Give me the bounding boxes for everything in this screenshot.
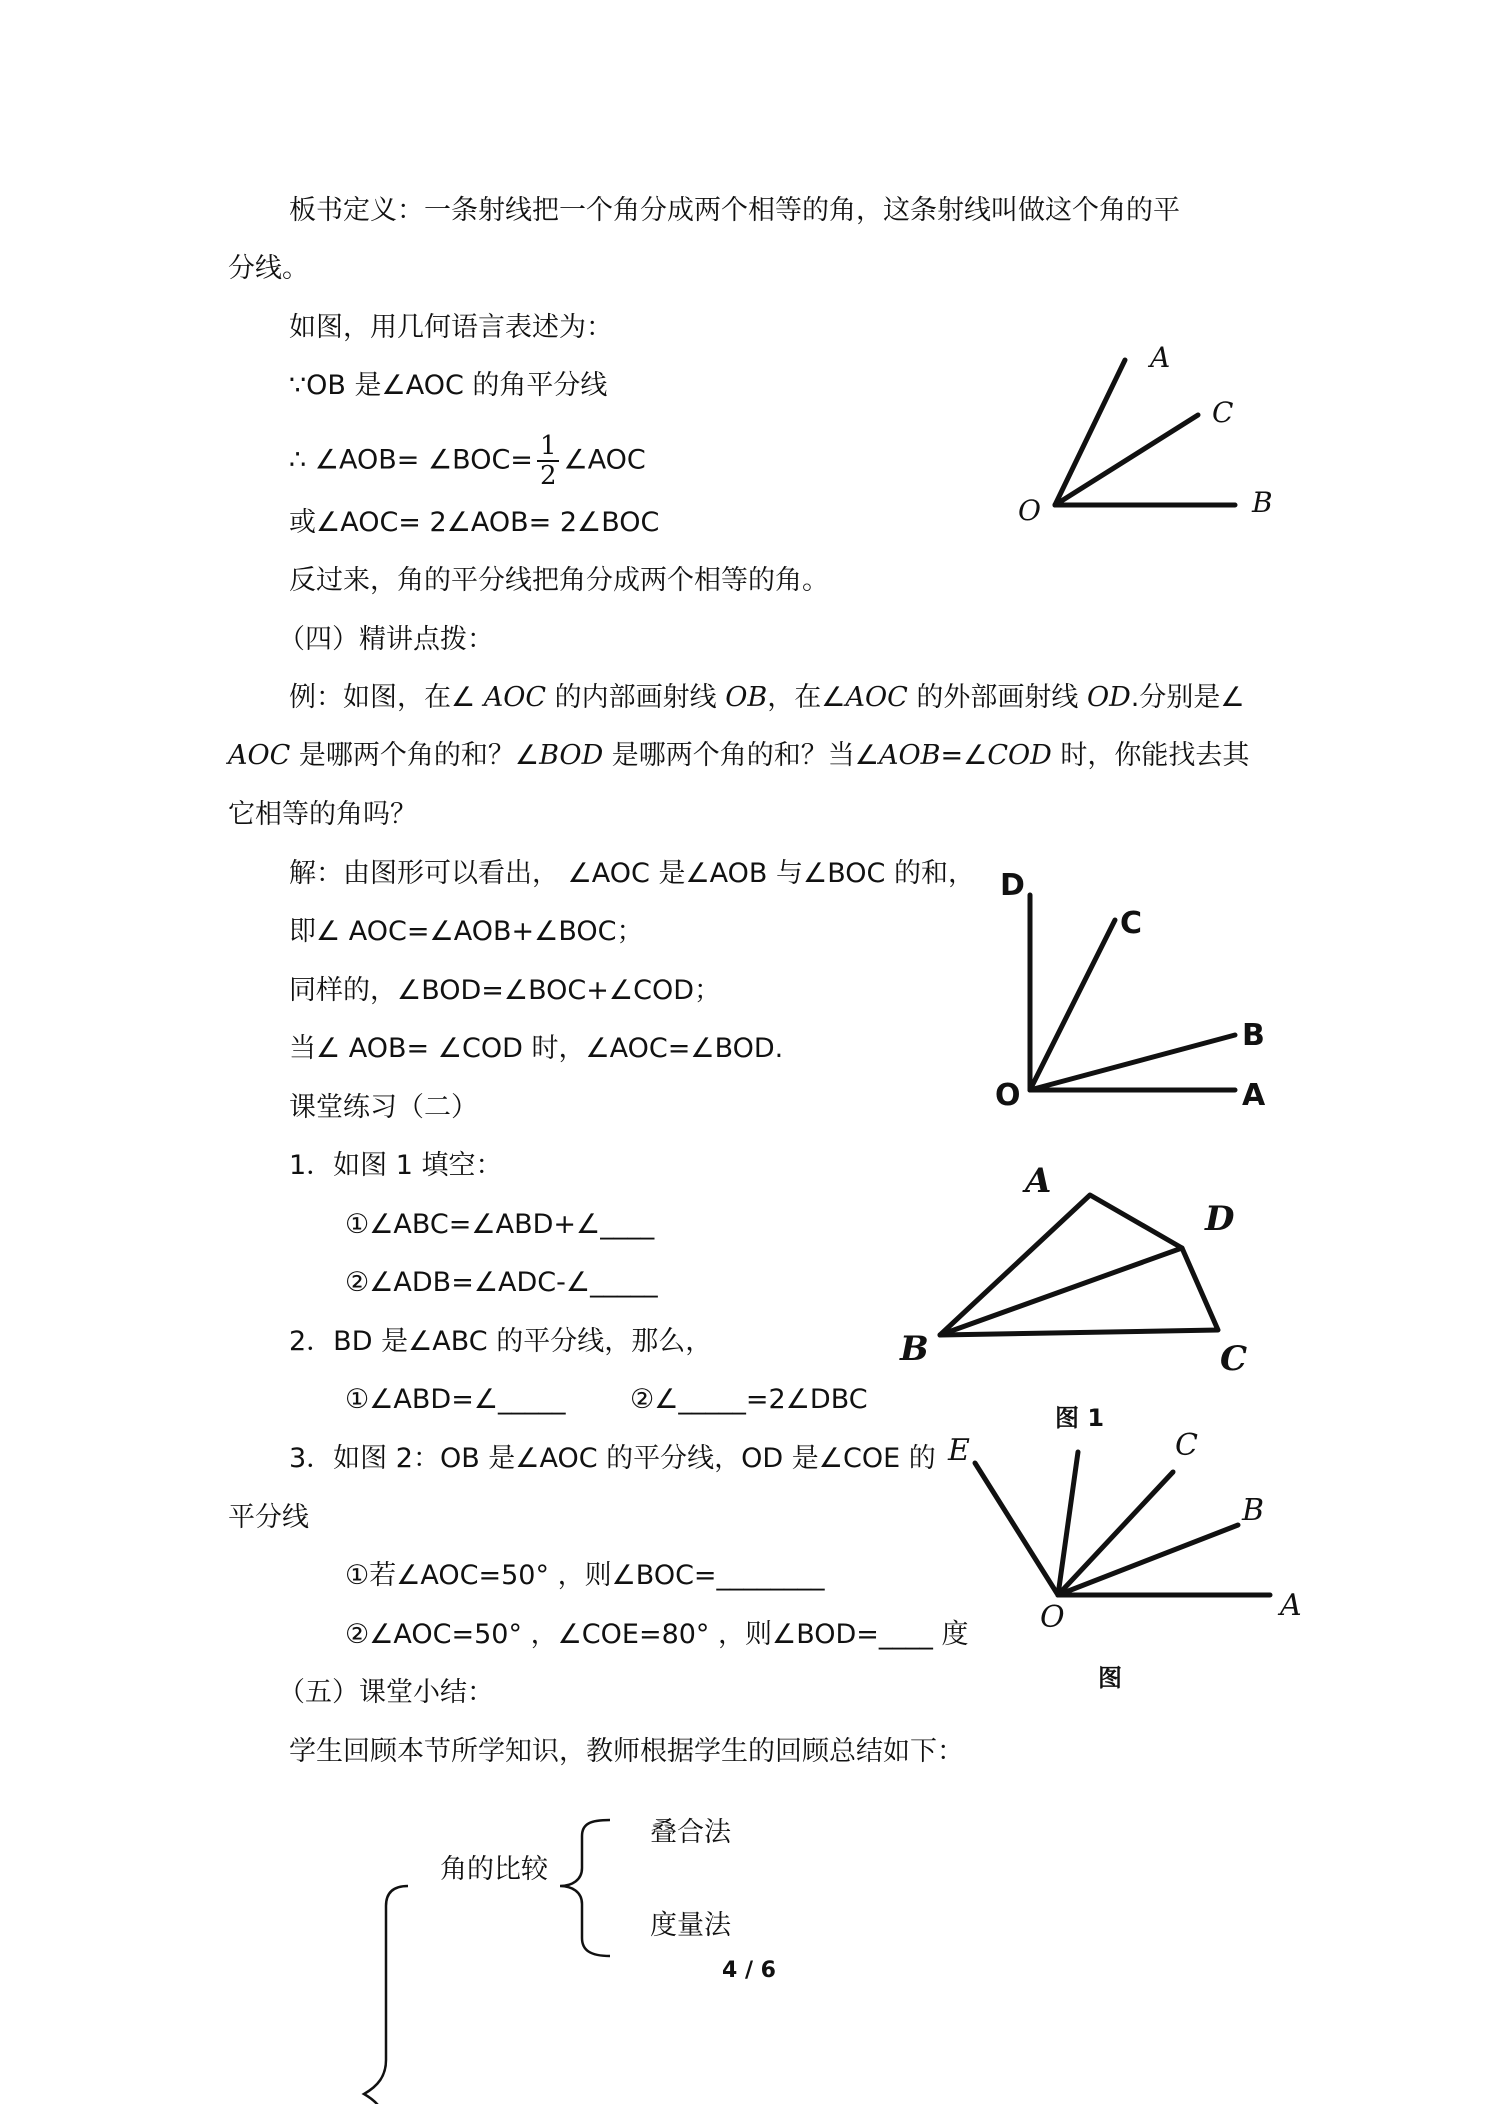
solution-line-4: 当∠ AOB= ∠COD 时，∠AOC=∠BOD. — [289, 1033, 784, 1064]
ray-ob — [1058, 1525, 1238, 1595]
therefore-line — [289, 432, 646, 490]
mindmap-leaf-measure: 度量法 — [650, 1910, 731, 1941]
label-c: C — [1120, 906, 1143, 941]
or-line: 或∠AOC= 2∠AOB= 2∠BOC — [289, 507, 660, 538]
fraction-one-half — [537, 432, 560, 490]
ray-oe — [975, 1463, 1058, 1595]
label-c: C — [1212, 396, 1234, 429]
practice-title: 课堂练习（二） — [289, 1092, 478, 1123]
label-c: C — [1175, 1428, 1198, 1463]
practice-q2a: ①∠ABD=∠_____ — [345, 1384, 566, 1415]
label-b: B — [900, 1329, 929, 1369]
practice-q3-line-1: 3．如图 2：OB 是∠AOC 的平分线，OD 是∠COE 的 — [289, 1443, 936, 1474]
mindmap-branch: 角的比较 — [440, 1854, 548, 1885]
quad-outline — [940, 1195, 1218, 1335]
definition-line-2: 分线。 — [228, 253, 309, 284]
because-line: ∵OB 是∠AOC 的角平分线 — [289, 370, 608, 401]
converse-line: 反过来，角的平分线把角分成两个相等的角。 — [289, 565, 829, 596]
practice-q1b: ②∠ADB=∠ADC-∠_____ — [345, 1267, 658, 1298]
label-a: A — [1025, 1161, 1052, 1201]
example-line-3: 它相等的角吗？ — [228, 799, 417, 830]
geometry-intro: 如图，用几何语言表述为： — [289, 312, 613, 343]
figure-2-caption: 图 — [1098, 1664, 1122, 1692]
label-a: A — [1280, 1588, 1302, 1623]
practice-q3a: ①若∠AOC=50° ，则∠BOC=________ — [345, 1560, 825, 1591]
label-d: D — [1000, 868, 1025, 903]
section-5-title: （五）课堂小结： — [278, 1677, 494, 1708]
segment-bd — [940, 1248, 1182, 1335]
section-4-title: （四）精讲点拨： — [278, 624, 494, 655]
summary-line: 学生回顾本节所学知识，教师根据学生的回顾总结如下： — [289, 1736, 964, 1767]
practice-q3-line-2: 平分线 — [228, 1502, 309, 1533]
mindmap-leaf-overlap: 叠合法 — [650, 1817, 731, 1848]
label-c: C — [1220, 1339, 1248, 1379]
label-e: E — [948, 1433, 970, 1468]
figure-2-rays — [940, 1425, 1310, 1640]
practice-q2b: ②∠_____=2∠DBC — [630, 1384, 868, 1415]
label-b: B — [1242, 1493, 1265, 1528]
solution-line-2: 即∠ AOC=∠AOB+∠BOC； — [289, 916, 644, 947]
definition-line-1: 板书定义：一条射线把一个角分成两个相等的角，这条射线叫做这个角的平 — [289, 195, 1180, 226]
practice-q1: 1．如图 1 填空： — [289, 1150, 503, 1181]
figure-1-quadrilateral — [890, 1160, 1270, 1390]
label-a: A — [1150, 341, 1171, 374]
ray-oc — [1030, 920, 1115, 1090]
figure-1-caption: 图 1 — [1055, 1404, 1105, 1432]
label-b: B — [1252, 486, 1273, 519]
therefore-suffix: ∠AOC — [563, 444, 646, 476]
practice-q3b: ②∠AOC=50° ，∠COE=80° ，则∠BOD=____ 度 — [345, 1619, 969, 1650]
solution-line-1: 解：由图形可以看出， ∠AOC 是∠AOB 与∠BOC 的和， — [289, 858, 975, 889]
label-a: A — [1242, 1078, 1266, 1113]
practice-q1a: ①∠ABC=∠ABD+∠____ — [345, 1209, 655, 1240]
solution-line-3: 同样的，∠BOD=∠BOC+∠COD； — [289, 975, 721, 1006]
figure-angle-bisector — [1000, 330, 1300, 530]
label-b: B — [1242, 1018, 1265, 1053]
fraction-denominator: 2 — [539, 461, 557, 491]
ray-oc — [1058, 1472, 1173, 1595]
practice-q2: 2．BD 是∠ABC 的平分线，那么， — [289, 1326, 713, 1357]
example-line-1: 例：如图，在∠ AOC 的内部画射线 OB，在∠AOC 的外部画射线 OD.分别是∠ — [289, 682, 1245, 713]
brace-comparison — [560, 1820, 610, 1956]
label-o: O — [995, 1078, 1021, 1113]
figure-example-angles — [990, 865, 1290, 1115]
label-o: O — [1040, 1600, 1065, 1635]
label-d: D — [1205, 1199, 1235, 1239]
fraction-numerator: 1 — [537, 432, 560, 462]
therefore-prefix: ∴ ∠AOB= ∠BOC= — [289, 444, 533, 476]
brace-outer — [364, 1886, 408, 2104]
page-number: 4 / 6 — [722, 1958, 776, 1983]
label-o: O — [1018, 494, 1041, 527]
ray-ob — [1030, 1035, 1235, 1090]
example-line-2: AOC 是哪两个角的和？∠BOD 是哪两个角的和？当∠AOB=∠COD 时，你能找去其 — [228, 740, 1250, 771]
